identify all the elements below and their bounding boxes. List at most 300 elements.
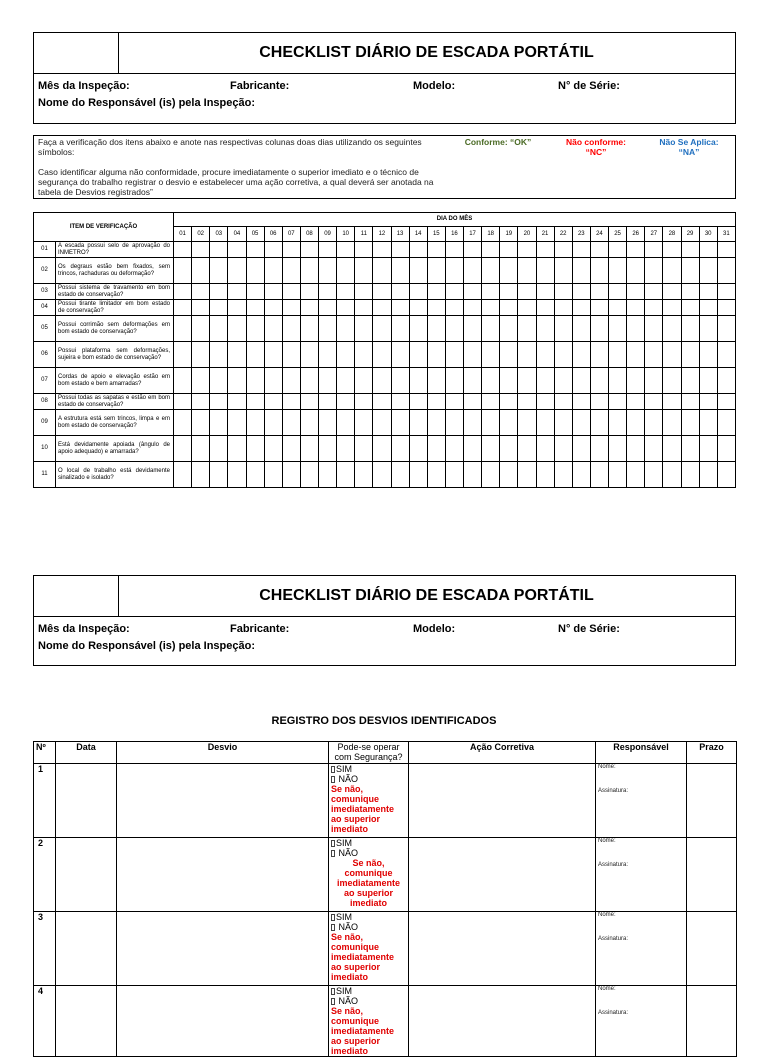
day-cell[interactable]: [464, 394, 482, 410]
day-cell[interactable]: [464, 284, 482, 300]
day-cell[interactable]: [391, 394, 409, 410]
day-cell[interactable]: [500, 300, 518, 316]
day-cell[interactable]: [572, 284, 590, 300]
day-cell[interactable]: [427, 316, 445, 342]
desvio-cell[interactable]: [117, 838, 329, 912]
day-cell[interactable]: [445, 368, 463, 394]
day-cell[interactable]: [264, 242, 282, 258]
day-cell[interactable]: [210, 342, 228, 368]
day-cell[interactable]: [300, 316, 318, 342]
day-cell[interactable]: [609, 410, 627, 436]
day-cell[interactable]: [536, 284, 554, 300]
data-cell[interactable]: [56, 764, 117, 838]
day-cell[interactable]: [609, 284, 627, 300]
day-cell[interactable]: [355, 368, 373, 394]
nao-option[interactable]: [331, 774, 406, 784]
day-cell[interactable]: [554, 462, 572, 488]
day-cell[interactable]: [427, 284, 445, 300]
day-cell[interactable]: [445, 316, 463, 342]
day-cell[interactable]: [699, 462, 717, 488]
sim-option[interactable]: [331, 912, 406, 922]
day-cell[interactable]: [482, 284, 500, 300]
day-cell[interactable]: [373, 300, 391, 316]
day-cell[interactable]: [228, 342, 246, 368]
day-cell[interactable]: [645, 258, 663, 284]
day-cell[interactable]: [627, 284, 645, 300]
day-cell[interactable]: [246, 394, 264, 410]
day-cell[interactable]: [192, 394, 210, 410]
day-cell[interactable]: [391, 258, 409, 284]
day-cell[interactable]: [337, 300, 355, 316]
sim-option[interactable]: [331, 986, 406, 996]
day-cell[interactable]: [645, 462, 663, 488]
day-cell[interactable]: [409, 258, 427, 284]
day-cell[interactable]: [699, 410, 717, 436]
day-cell[interactable]: [355, 462, 373, 488]
day-cell[interactable]: [609, 342, 627, 368]
day-cell[interactable]: [590, 342, 608, 368]
day-cell[interactable]: [572, 300, 590, 316]
day-cell[interactable]: [536, 342, 554, 368]
day-cell[interactable]: [300, 284, 318, 300]
checkbox-icon[interactable]: [331, 924, 335, 931]
day-cell[interactable]: [282, 436, 300, 462]
day-cell[interactable]: [572, 258, 590, 284]
day-cell[interactable]: [174, 258, 192, 284]
day-cell[interactable]: [554, 316, 572, 342]
day-cell[interactable]: [663, 284, 681, 300]
day-cell[interactable]: [500, 242, 518, 258]
day-cell[interactable]: [536, 462, 554, 488]
day-cell[interactable]: [663, 316, 681, 342]
day-cell[interactable]: [391, 342, 409, 368]
day-cell[interactable]: [337, 258, 355, 284]
day-cell[interactable]: [355, 242, 373, 258]
day-cell[interactable]: [264, 342, 282, 368]
day-cell[interactable]: [627, 368, 645, 394]
day-cell[interactable]: [445, 242, 463, 258]
day-cell[interactable]: [518, 300, 536, 316]
day-cell[interactable]: [246, 258, 264, 284]
day-cell[interactable]: [717, 462, 735, 488]
day-cell[interactable]: [663, 300, 681, 316]
day-cell[interactable]: [174, 342, 192, 368]
day-cell[interactable]: [409, 284, 427, 300]
day-cell[interactable]: [445, 284, 463, 300]
day-cell[interactable]: [482, 242, 500, 258]
day-cell[interactable]: [500, 368, 518, 394]
day-cell[interactable]: [282, 410, 300, 436]
day-cell[interactable]: [645, 316, 663, 342]
day-cell[interactable]: [681, 436, 699, 462]
day-cell[interactable]: [337, 316, 355, 342]
day-cell[interactable]: [427, 410, 445, 436]
day-cell[interactable]: [319, 300, 337, 316]
day-cell[interactable]: [264, 394, 282, 410]
day-cell[interactable]: [681, 462, 699, 488]
day-cell[interactable]: [282, 242, 300, 258]
prazo-cell[interactable]: [687, 986, 737, 1057]
day-cell[interactable]: [663, 368, 681, 394]
day-cell[interactable]: [282, 284, 300, 300]
day-cell[interactable]: [572, 368, 590, 394]
day-cell[interactable]: [409, 300, 427, 316]
day-cell[interactable]: [590, 300, 608, 316]
day-cell[interactable]: [228, 284, 246, 300]
day-cell[interactable]: [319, 342, 337, 368]
desvio-cell[interactable]: [117, 986, 329, 1057]
day-cell[interactable]: [355, 316, 373, 342]
day-cell[interactable]: [554, 394, 572, 410]
day-cell[interactable]: [500, 342, 518, 368]
day-cell[interactable]: [300, 462, 318, 488]
day-cell[interactable]: [174, 284, 192, 300]
day-cell[interactable]: [699, 242, 717, 258]
day-cell[interactable]: [518, 410, 536, 436]
day-cell[interactable]: [427, 242, 445, 258]
day-cell[interactable]: [409, 342, 427, 368]
day-cell[interactable]: [228, 258, 246, 284]
day-cell[interactable]: [645, 368, 663, 394]
day-cell[interactable]: [373, 284, 391, 300]
day-cell[interactable]: [445, 342, 463, 368]
day-cell[interactable]: [445, 300, 463, 316]
day-cell[interactable]: [699, 436, 717, 462]
day-cell[interactable]: [445, 258, 463, 284]
day-cell[interactable]: [627, 316, 645, 342]
day-cell[interactable]: [445, 410, 463, 436]
day-cell[interactable]: [482, 258, 500, 284]
day-cell[interactable]: [228, 300, 246, 316]
checkbox-icon[interactable]: [331, 766, 335, 773]
day-cell[interactable]: [337, 342, 355, 368]
day-cell[interactable]: [210, 316, 228, 342]
day-cell[interactable]: [536, 410, 554, 436]
day-cell[interactable]: [464, 436, 482, 462]
day-cell[interactable]: [445, 462, 463, 488]
day-cell[interactable]: [627, 410, 645, 436]
day-cell[interactable]: [373, 342, 391, 368]
acao-cell[interactable]: [409, 764, 596, 838]
prazo-cell[interactable]: [687, 838, 737, 912]
day-cell[interactable]: [300, 368, 318, 394]
day-cell[interactable]: [482, 342, 500, 368]
day-cell[interactable]: [192, 284, 210, 300]
day-cell[interactable]: [717, 242, 735, 258]
day-cell[interactable]: [500, 462, 518, 488]
day-cell[interactable]: [717, 368, 735, 394]
day-cell[interactable]: [174, 462, 192, 488]
checkbox-icon[interactable]: [331, 988, 335, 995]
day-cell[interactable]: [282, 342, 300, 368]
day-cell[interactable]: [174, 368, 192, 394]
day-cell[interactable]: [645, 436, 663, 462]
day-cell[interactable]: [699, 316, 717, 342]
day-cell[interactable]: [482, 394, 500, 410]
day-cell[interactable]: [645, 284, 663, 300]
day-cell[interactable]: [590, 368, 608, 394]
day-cell[interactable]: [228, 394, 246, 410]
day-cell[interactable]: [210, 394, 228, 410]
day-cell[interactable]: [264, 462, 282, 488]
day-cell[interactable]: [355, 342, 373, 368]
day-cell[interactable]: [554, 284, 572, 300]
day-cell[interactable]: [337, 368, 355, 394]
day-cell[interactable]: [391, 284, 409, 300]
day-cell[interactable]: [590, 316, 608, 342]
day-cell[interactable]: [590, 394, 608, 410]
day-cell[interactable]: [192, 258, 210, 284]
day-cell[interactable]: [572, 462, 590, 488]
day-cell[interactable]: [210, 258, 228, 284]
day-cell[interactable]: [264, 436, 282, 462]
day-cell[interactable]: [681, 410, 699, 436]
day-cell[interactable]: [717, 436, 735, 462]
day-cell[interactable]: [355, 436, 373, 462]
day-cell[interactable]: [609, 258, 627, 284]
day-cell[interactable]: [264, 316, 282, 342]
nao-option[interactable]: [331, 848, 406, 858]
day-cell[interactable]: [681, 284, 699, 300]
day-cell[interactable]: [554, 342, 572, 368]
day-cell[interactable]: [464, 410, 482, 436]
day-cell[interactable]: [590, 284, 608, 300]
day-cell[interactable]: [337, 410, 355, 436]
day-cell[interactable]: [300, 258, 318, 284]
day-cell[interactable]: [174, 394, 192, 410]
day-cell[interactable]: [482, 368, 500, 394]
day-cell[interactable]: [391, 436, 409, 462]
day-cell[interactable]: [627, 394, 645, 410]
day-cell[interactable]: [518, 368, 536, 394]
day-cell[interactable]: [391, 242, 409, 258]
day-cell[interactable]: [300, 394, 318, 410]
day-cell[interactable]: [319, 368, 337, 394]
day-cell[interactable]: [717, 284, 735, 300]
day-cell[interactable]: [373, 368, 391, 394]
day-cell[interactable]: [572, 316, 590, 342]
day-cell[interactable]: [391, 316, 409, 342]
day-cell[interactable]: [246, 316, 264, 342]
day-cell[interactable]: [500, 258, 518, 284]
day-cell[interactable]: [717, 300, 735, 316]
day-cell[interactable]: [590, 242, 608, 258]
day-cell[interactable]: [264, 284, 282, 300]
day-cell[interactable]: [174, 300, 192, 316]
day-cell[interactable]: [319, 394, 337, 410]
day-cell[interactable]: [174, 436, 192, 462]
day-cell[interactable]: [464, 300, 482, 316]
day-cell[interactable]: [645, 410, 663, 436]
day-cell[interactable]: [518, 242, 536, 258]
day-cell[interactable]: [681, 242, 699, 258]
day-cell[interactable]: [500, 316, 518, 342]
day-cell[interactable]: [645, 342, 663, 368]
day-cell[interactable]: [627, 242, 645, 258]
day-cell[interactable]: [246, 368, 264, 394]
day-cell[interactable]: [300, 436, 318, 462]
day-cell[interactable]: [717, 410, 735, 436]
day-cell[interactable]: [246, 242, 264, 258]
day-cell[interactable]: [717, 394, 735, 410]
day-cell[interactable]: [699, 258, 717, 284]
day-cell[interactable]: [609, 242, 627, 258]
sim-option[interactable]: [331, 764, 406, 774]
day-cell[interactable]: [282, 300, 300, 316]
day-cell[interactable]: [409, 394, 427, 410]
day-cell[interactable]: [663, 410, 681, 436]
day-cell[interactable]: [355, 284, 373, 300]
day-cell[interactable]: [518, 394, 536, 410]
day-cell[interactable]: [482, 300, 500, 316]
day-cell[interactable]: [536, 436, 554, 462]
day-cell[interactable]: [500, 410, 518, 436]
day-cell[interactable]: [174, 410, 192, 436]
day-cell[interactable]: [663, 342, 681, 368]
day-cell[interactable]: [482, 462, 500, 488]
day-cell[interactable]: [609, 462, 627, 488]
data-cell[interactable]: [56, 838, 117, 912]
checkbox-icon[interactable]: [331, 998, 335, 1005]
day-cell[interactable]: [409, 316, 427, 342]
day-cell[interactable]: [627, 342, 645, 368]
day-cell[interactable]: [681, 342, 699, 368]
day-cell[interactable]: [210, 242, 228, 258]
day-cell[interactable]: [409, 242, 427, 258]
day-cell[interactable]: [663, 394, 681, 410]
day-cell[interactable]: [572, 394, 590, 410]
day-cell[interactable]: [681, 316, 699, 342]
day-cell[interactable]: [282, 368, 300, 394]
day-cell[interactable]: [717, 316, 735, 342]
day-cell[interactable]: [210, 284, 228, 300]
day-cell[interactable]: [572, 410, 590, 436]
day-cell[interactable]: [536, 368, 554, 394]
day-cell[interactable]: [300, 300, 318, 316]
day-cell[interactable]: [409, 436, 427, 462]
day-cell[interactable]: [717, 258, 735, 284]
day-cell[interactable]: [337, 462, 355, 488]
day-cell[interactable]: [699, 300, 717, 316]
prazo-cell[interactable]: [687, 912, 737, 986]
day-cell[interactable]: [409, 410, 427, 436]
day-cell[interactable]: [445, 394, 463, 410]
day-cell[interactable]: [264, 300, 282, 316]
day-cell[interactable]: [319, 316, 337, 342]
day-cell[interactable]: [427, 436, 445, 462]
checkbox-icon[interactable]: [331, 914, 335, 921]
acao-cell[interactable]: [409, 986, 596, 1057]
day-cell[interactable]: [355, 300, 373, 316]
day-cell[interactable]: [627, 436, 645, 462]
day-cell[interactable]: [264, 410, 282, 436]
day-cell[interactable]: [174, 242, 192, 258]
day-cell[interactable]: [627, 258, 645, 284]
day-cell[interactable]: [536, 394, 554, 410]
day-cell[interactable]: [192, 316, 210, 342]
day-cell[interactable]: [554, 300, 572, 316]
day-cell[interactable]: [174, 316, 192, 342]
day-cell[interactable]: [518, 284, 536, 300]
day-cell[interactable]: [228, 368, 246, 394]
day-cell[interactable]: [282, 394, 300, 410]
day-cell[interactable]: [590, 410, 608, 436]
day-cell[interactable]: [590, 462, 608, 488]
day-cell[interactable]: [391, 410, 409, 436]
day-cell[interactable]: [246, 300, 264, 316]
day-cell[interactable]: [192, 342, 210, 368]
day-cell[interactable]: [681, 258, 699, 284]
day-cell[interactable]: [482, 410, 500, 436]
day-cell[interactable]: [246, 342, 264, 368]
day-cell[interactable]: [228, 410, 246, 436]
day-cell[interactable]: [192, 462, 210, 488]
day-cell[interactable]: [482, 316, 500, 342]
day-cell[interactable]: [536, 316, 554, 342]
day-cell[interactable]: [192, 242, 210, 258]
day-cell[interactable]: [464, 258, 482, 284]
sim-option[interactable]: [331, 838, 406, 848]
checkbox-icon[interactable]: [331, 840, 335, 847]
day-cell[interactable]: [391, 462, 409, 488]
day-cell[interactable]: [572, 342, 590, 368]
day-cell[interactable]: [518, 436, 536, 462]
day-cell[interactable]: [246, 462, 264, 488]
nao-option[interactable]: [331, 996, 406, 1006]
day-cell[interactable]: [210, 410, 228, 436]
day-cell[interactable]: [373, 436, 391, 462]
day-cell[interactable]: [228, 242, 246, 258]
day-cell[interactable]: [536, 242, 554, 258]
day-cell[interactable]: [192, 436, 210, 462]
day-cell[interactable]: [500, 436, 518, 462]
day-cell[interactable]: [554, 436, 572, 462]
day-cell[interactable]: [228, 316, 246, 342]
day-cell[interactable]: [464, 242, 482, 258]
day-cell[interactable]: [210, 462, 228, 488]
acao-cell[interactable]: [409, 912, 596, 986]
day-cell[interactable]: [337, 284, 355, 300]
day-cell[interactable]: [536, 300, 554, 316]
data-cell[interactable]: [56, 912, 117, 986]
day-cell[interactable]: [663, 462, 681, 488]
day-cell[interactable]: [355, 410, 373, 436]
day-cell[interactable]: [627, 300, 645, 316]
day-cell[interactable]: [264, 258, 282, 284]
day-cell[interactable]: [645, 394, 663, 410]
day-cell[interactable]: [609, 436, 627, 462]
day-cell[interactable]: [699, 394, 717, 410]
day-cell[interactable]: [500, 394, 518, 410]
day-cell[interactable]: [373, 316, 391, 342]
day-cell[interactable]: [717, 342, 735, 368]
day-cell[interactable]: [192, 410, 210, 436]
day-cell[interactable]: [445, 436, 463, 462]
day-cell[interactable]: [337, 436, 355, 462]
day-cell[interactable]: [518, 462, 536, 488]
day-cell[interactable]: [645, 242, 663, 258]
day-cell[interactable]: [500, 284, 518, 300]
day-cell[interactable]: [554, 410, 572, 436]
day-cell[interactable]: [373, 242, 391, 258]
day-cell[interactable]: [464, 316, 482, 342]
day-cell[interactable]: [300, 242, 318, 258]
day-cell[interactable]: [391, 368, 409, 394]
day-cell[interactable]: [282, 462, 300, 488]
day-cell[interactable]: [246, 436, 264, 462]
day-cell[interactable]: [264, 368, 282, 394]
day-cell[interactable]: [572, 242, 590, 258]
